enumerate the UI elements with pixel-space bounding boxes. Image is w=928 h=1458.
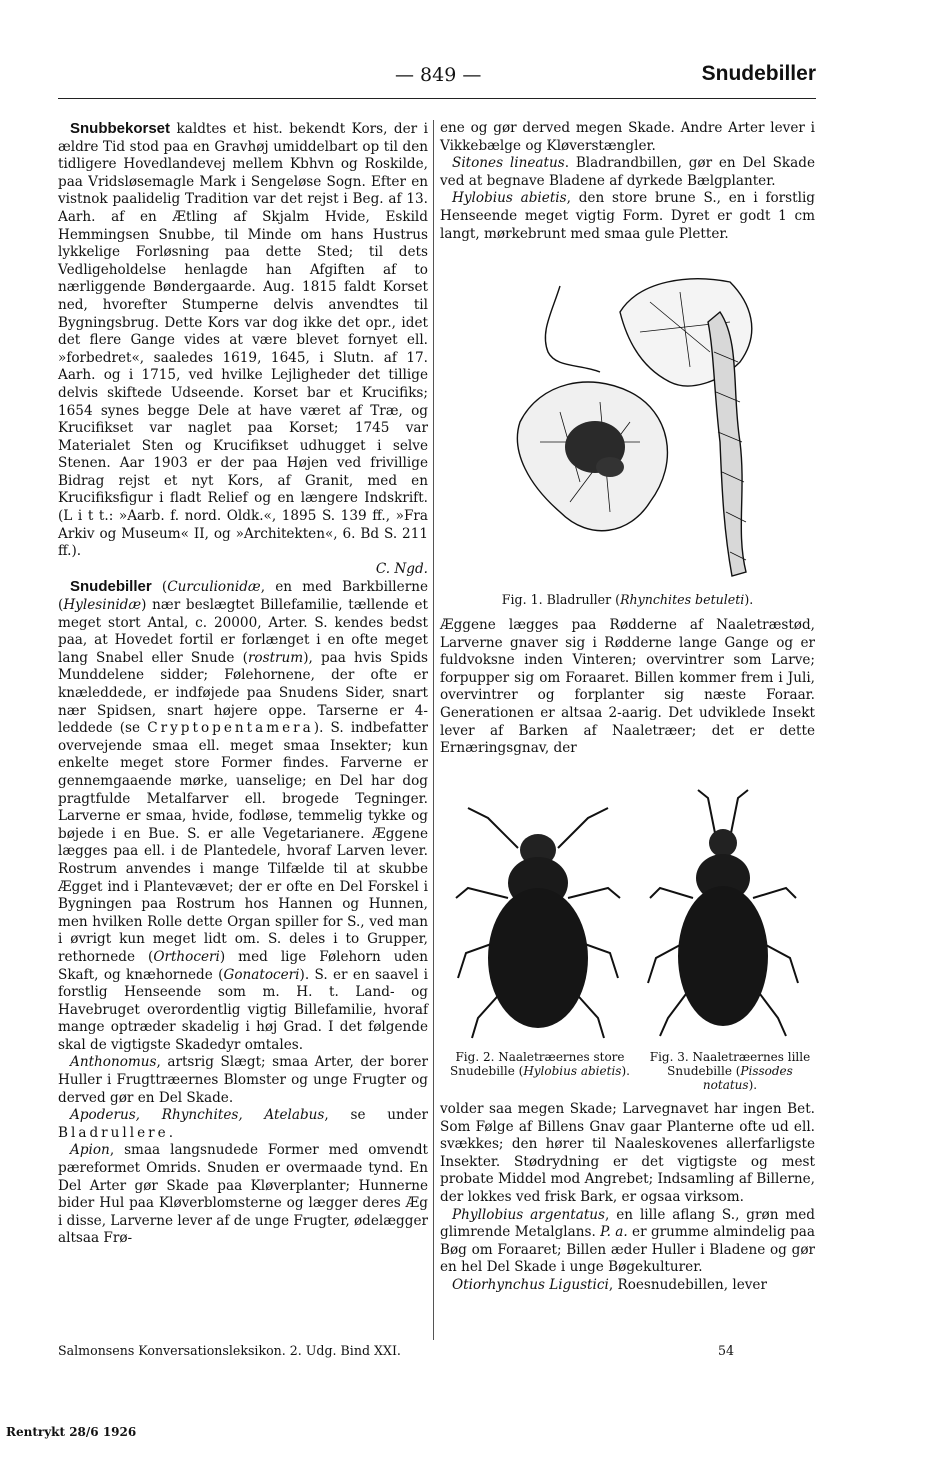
figure-label: Fig. 3. xyxy=(649,1050,689,1064)
figure-small-pine-weevil xyxy=(638,778,808,1043)
entry-text: ). S. er en saavel i forstlig Henseende som m. H. t. Land- og Havebruget overordentlig vigtig Billefamilie, hvoraf mange optræder skadelig i høj Grad. I det følgende skal de vigtigste Skadedyr omtales. xyxy=(58,966,429,1053)
species-name: Hylobius abietis xyxy=(452,190,567,207)
entry-text: , en med Barkbillerne ( xyxy=(58,579,428,614)
latin-name: Gonatoceri xyxy=(223,966,300,983)
species-abbreviation: P. a. xyxy=(600,1224,628,1241)
lemma-snudebiller: Snudebiller xyxy=(70,578,152,596)
entry-text: kaldtes et hist. bekendt Kors, der i ældre Tid stod paa en Gravhøj umiddelbart op til den tidligere Hovedlandevej mellem Kbhvn og Roskilde, paa Vridsløsemagle Mark i Sengeløse Sogn. Efter en vistnok paalidelig Tradition var det rejst i Beg. af 13. Aarh. af en Ætling af Skjalm Hvide, Eskild Hemmingsen Snubbe, til Minde om hans Hustrus lykkelige Forløsning paa dette Sted; til dets Vedligeholdelse henlagde han Afgiften af to nærliggende Bøndergaarde. Aug. 1815 faldt Korset ned, hvorefter Stumperne delvis anvendtes til Bygningsbrug. Dette Kors var dog ikke det opr., idet det flere Gange vides at være blevet fornyet ell. »forbedret«, saaledes 1619, 1645, i Slutn. af 17. Aarh. og i 1715, ved hvilke Lejligheder det tillige delvis skiftede Udseende. Korset bar et Krucifiks; 1654 synes begge Dele at have været af Træ, og Krucifikset var naglet paa Korset; 1745 var Materialet Sten og Krucifikset udhugget i selve Stenen. Aar 1903 er der paa Højen ved frivillige Bidrag rejst et nyt Kors, af Granit, med en Krucifiksfigur i fladt Relief og en længere Indskrift. (L i t t.: »Aarb. f. nord. Oldk.«, 1895 S. 139 ff., »Fra Arkiv og Museum« II, og »Architekten«, 6. Bd S. 211 ff.). xyxy=(58,121,428,560)
entry-text: , artsrig Slægt; smaa Arter, der borer Huller i Frugttræernes Blomster og unge Frugter og derved gør en Del Skade. xyxy=(58,1054,428,1106)
latin-name: Pissodes notatus xyxy=(702,1064,793,1092)
figure-leaf-roller-illustration xyxy=(500,272,800,582)
paragraph: Æggene lægges paa Rødderne af Naaletræstød, Larverne gnaver sig i Rødderne lange Gange og er fuldvoksne inden Vinteren; overvintrer som Larve; forpupper sig om Foraaret. Billen kommer frem i Juli, overvintrer og forplanter sig næste Foraar. Generationen er altsaa 2-aarig. Det udviklede Insekt lever af Barken af Naaletræer; det er dette Ernæringsgnav, der xyxy=(440,617,815,757)
weevil-abdomen xyxy=(488,888,588,1028)
entry-text: . xyxy=(168,1124,174,1141)
caption-text: Bladruller ( xyxy=(546,592,621,607)
column-divider xyxy=(433,120,434,1340)
caption-text: Naaletræernes lille Snudebille ( xyxy=(667,1050,811,1078)
reprint-note: Rentrykt 28/6 1926 xyxy=(6,1425,137,1439)
latin-name: Rhynchites betuleti xyxy=(620,592,745,607)
caption-text: Naaletræernes store Snudebille ( xyxy=(450,1050,625,1078)
latin-name: Hylobius abietis xyxy=(523,1064,622,1078)
entry-text: , en lille aflang S., grøn med glimrende Metalglans. xyxy=(440,1206,815,1241)
entry-snubbekorset xyxy=(58,120,428,561)
latin-name: Curculionidæ xyxy=(167,579,261,596)
entry-text: ) nær beslægtet Billefamilie, tællende et meget stort Antal, c. 20000, Arter. S. kendes bedst paa, at Hovedet fortil er forlænget i en ofte meget lang Snabel eller Snude ( xyxy=(58,597,428,666)
entry-sitones xyxy=(440,155,815,190)
page-header xyxy=(60,62,816,96)
figure-2-caption xyxy=(440,1050,640,1078)
continuation-text: ene og gør derved megen Skade. Andre Arter lever i Vikkebælge og Kløverstængler. xyxy=(440,120,815,154)
species-name: Anthonomus xyxy=(70,1054,157,1071)
caption-text: ). xyxy=(621,1064,630,1078)
weevil-head xyxy=(709,829,737,857)
entry-text: , den store brune S., en i forstlig Henseende meget vigtig Form. Dyret er godt 1 cm langt, mørkebrunt med smaa gule Pletter. xyxy=(440,190,815,242)
entry-phyllobius xyxy=(440,1207,815,1277)
weevil-abdomen xyxy=(678,886,768,1026)
caption-text: ). xyxy=(744,592,754,607)
entry-text: , smaa langsnudede Former med omvendt pæreformet Omrids. Snuden er overmaade tynd. En Del Arter gør Skade paa Kløverplanter; Hunnerne bider Hul paa Kløverblomsterne og lægger deres Æg i disse, Larverne lever af de unge Frugter, ødelægger altsaa Frø- xyxy=(58,1142,428,1247)
lemma-snubbekorset: Snubbekorset xyxy=(70,120,171,137)
cross-reference: Cryptopentamera xyxy=(147,720,314,737)
right-column-top xyxy=(440,120,815,243)
latin-name: rostrum xyxy=(247,649,304,666)
species-name: Sitones lineatus xyxy=(452,155,565,172)
caption-text: ). xyxy=(748,1078,758,1092)
entry-text: . Bladrandbillen, gør en Del Skade ved at begnave Bladene af dyrkede Bælgplanter. xyxy=(440,155,815,189)
species-name: Apion xyxy=(70,1142,110,1159)
paragraph: volder saa megen Skade; Larvegnavet har ingen Bet. Som Følge af Billens Gnav gaar Planterne ofte ud ell. svækkes; den hører til Naaleskovenes allerfarligste Insekter. Stødrydning er det vigtigste og mest probate Middel mod Angrebet; Indsamling af Billerne, der lokkes ved frisk Bark, er ogsaa virksom. xyxy=(440,1101,815,1205)
page-number: — 849 — xyxy=(395,64,482,86)
left-column xyxy=(58,120,428,1248)
figure-large-pine-weevil xyxy=(448,778,628,1043)
entry-apion xyxy=(58,1142,428,1248)
figure-3-caption xyxy=(646,1050,814,1092)
species-name: Apoderus, Rhynchites, Atelabus xyxy=(70,1107,325,1124)
cross-reference: Bladrullere xyxy=(58,1124,169,1141)
entry-text: ). S. indbefatter overvejende smaa ell. meget smaa Insekter; kun enkelte meget store Former findes. Farverne er gennemgaaende mørke, uanselige; en Del har dog pragtfulde Metalfarver ell. brogede Tegninger. Larverne er smaa, hvide, fodløse, temmelig tykke og bøjede i en Bue. S. er alle Vegetarianere. Æggene lægges paa ell. i de Plantedele, hvoraf Larven lever. Rostrum anvendes i mange Tilfælde til at skubbe Ægget ind i Plantevævet; der er ofte en Del Forskel i Bygningen paa Rostrum hos Hannen og Hunnen, men hvilken Rolle dette Organ spiller for S., ved man i øvrigt kun meget lidt om. S. deles i to Grupper, rethornede ( xyxy=(58,720,428,965)
footer-source: Salmonsens Konversationsleksikon. 2. Udg. Bind XXI. xyxy=(58,1343,401,1358)
leaf-stem xyxy=(545,286,600,372)
latin-name: Orthoceri xyxy=(153,948,220,965)
header-rule xyxy=(58,98,816,99)
entry-hylobius xyxy=(440,190,815,243)
entry-text: er grumme almindelig paa Bøg om Foraaret; Billen æder Huller i Bladene og gør en hel Del Skade i unge Bøgekulturer. xyxy=(440,1224,815,1276)
figure-label: Fig. 1. xyxy=(501,592,543,607)
entry-text: , se under xyxy=(324,1107,428,1124)
right-column-bottom xyxy=(440,1101,815,1295)
entry-snudebiller: Snudebiller (Curculionidæ, en med Barkbillerne (Hylesinidæ) nær beslægtet Billefamilie, tællende et meget stort Antal, c. 20000, Arter. S. kendes bedst paa, at Hovedet fortil er forlænget i en ofte meget lang Snabel eller Snude (rostrum), paa hvis Spids Munddelene sidder; Følehornene, der ofte er knæleddede, er indføjede paa Snudens Sider, snart nær Spidsen, snart højere oppe. Tarserne er 4-leddede (se Cryptopentamera). S. indbefatter overvejende smaa ell. meget smaa Insekter; kun enkelte meget store Former findes. Farverne er gennemgaaende mørke, uanselige; en Del har dog pragtfulde Metalfarver ell. brogede Tegninger. Larverne er smaa, hvide, fodløse, temmelig tykke og bøjede i en Bue. S. er alle Vegetarianere. Æggene lægges paa ell. i de Plantedele, hvoraf Larven lever. Rostrum anvendes i mange Tilfælde til at skubbe Ægget ind i Plantevævet; der er ofte en Del Forskel i Bygningen paa Rostrum hos Hannen og Hunnen, men hvilken Rolle dette Organ spiller for S., ved man i øvrigt kun meget lidt om. S. deles i to Grupper, rethornede (Orthoceri) med lige Følehorn uden Skaft, og knæhornede (Gonatoceri). S. er en saavel i forstlig Henseende som m. H. t. Land- og Havebruget overordentlig vigtig Billefamilie, hvoraf mange optræder skadelig i høj Grad. I det følgende skal de vigtigste Skadedyr omtales. xyxy=(58,578,429,1053)
entry-text: ), paa hvis Spids Munddelene sidder; Følehornene, der ofte er knæleddede, er indføjede paa Snudens Sider, snart nær Spidsen, snart højere oppe. Tarserne er 4-leddede (se xyxy=(58,649,428,737)
section-title: Snudebiller xyxy=(701,62,816,85)
footer-sheet-number: 54 xyxy=(717,1343,734,1358)
latin-name: Hylesinidæ xyxy=(63,597,142,614)
entry-otiorhynchus xyxy=(440,1277,815,1295)
figure-1-caption xyxy=(440,592,815,607)
figure-label: Fig. 2. xyxy=(455,1050,495,1064)
entry-anthonomus xyxy=(58,1054,428,1107)
entry-text: , Roesnudebillen, lever xyxy=(608,1276,767,1293)
entry-apoderus xyxy=(58,1107,428,1142)
species-name: Phyllobius argentatus xyxy=(452,1206,606,1223)
entry-text: ) med lige Følehorn uden Skaft, og knæhornede ( xyxy=(58,948,428,983)
author-signature: C. Ngd. xyxy=(375,560,428,577)
right-column-middle xyxy=(440,617,815,758)
species-name: Otiorhynchus Ligustici xyxy=(452,1276,609,1293)
